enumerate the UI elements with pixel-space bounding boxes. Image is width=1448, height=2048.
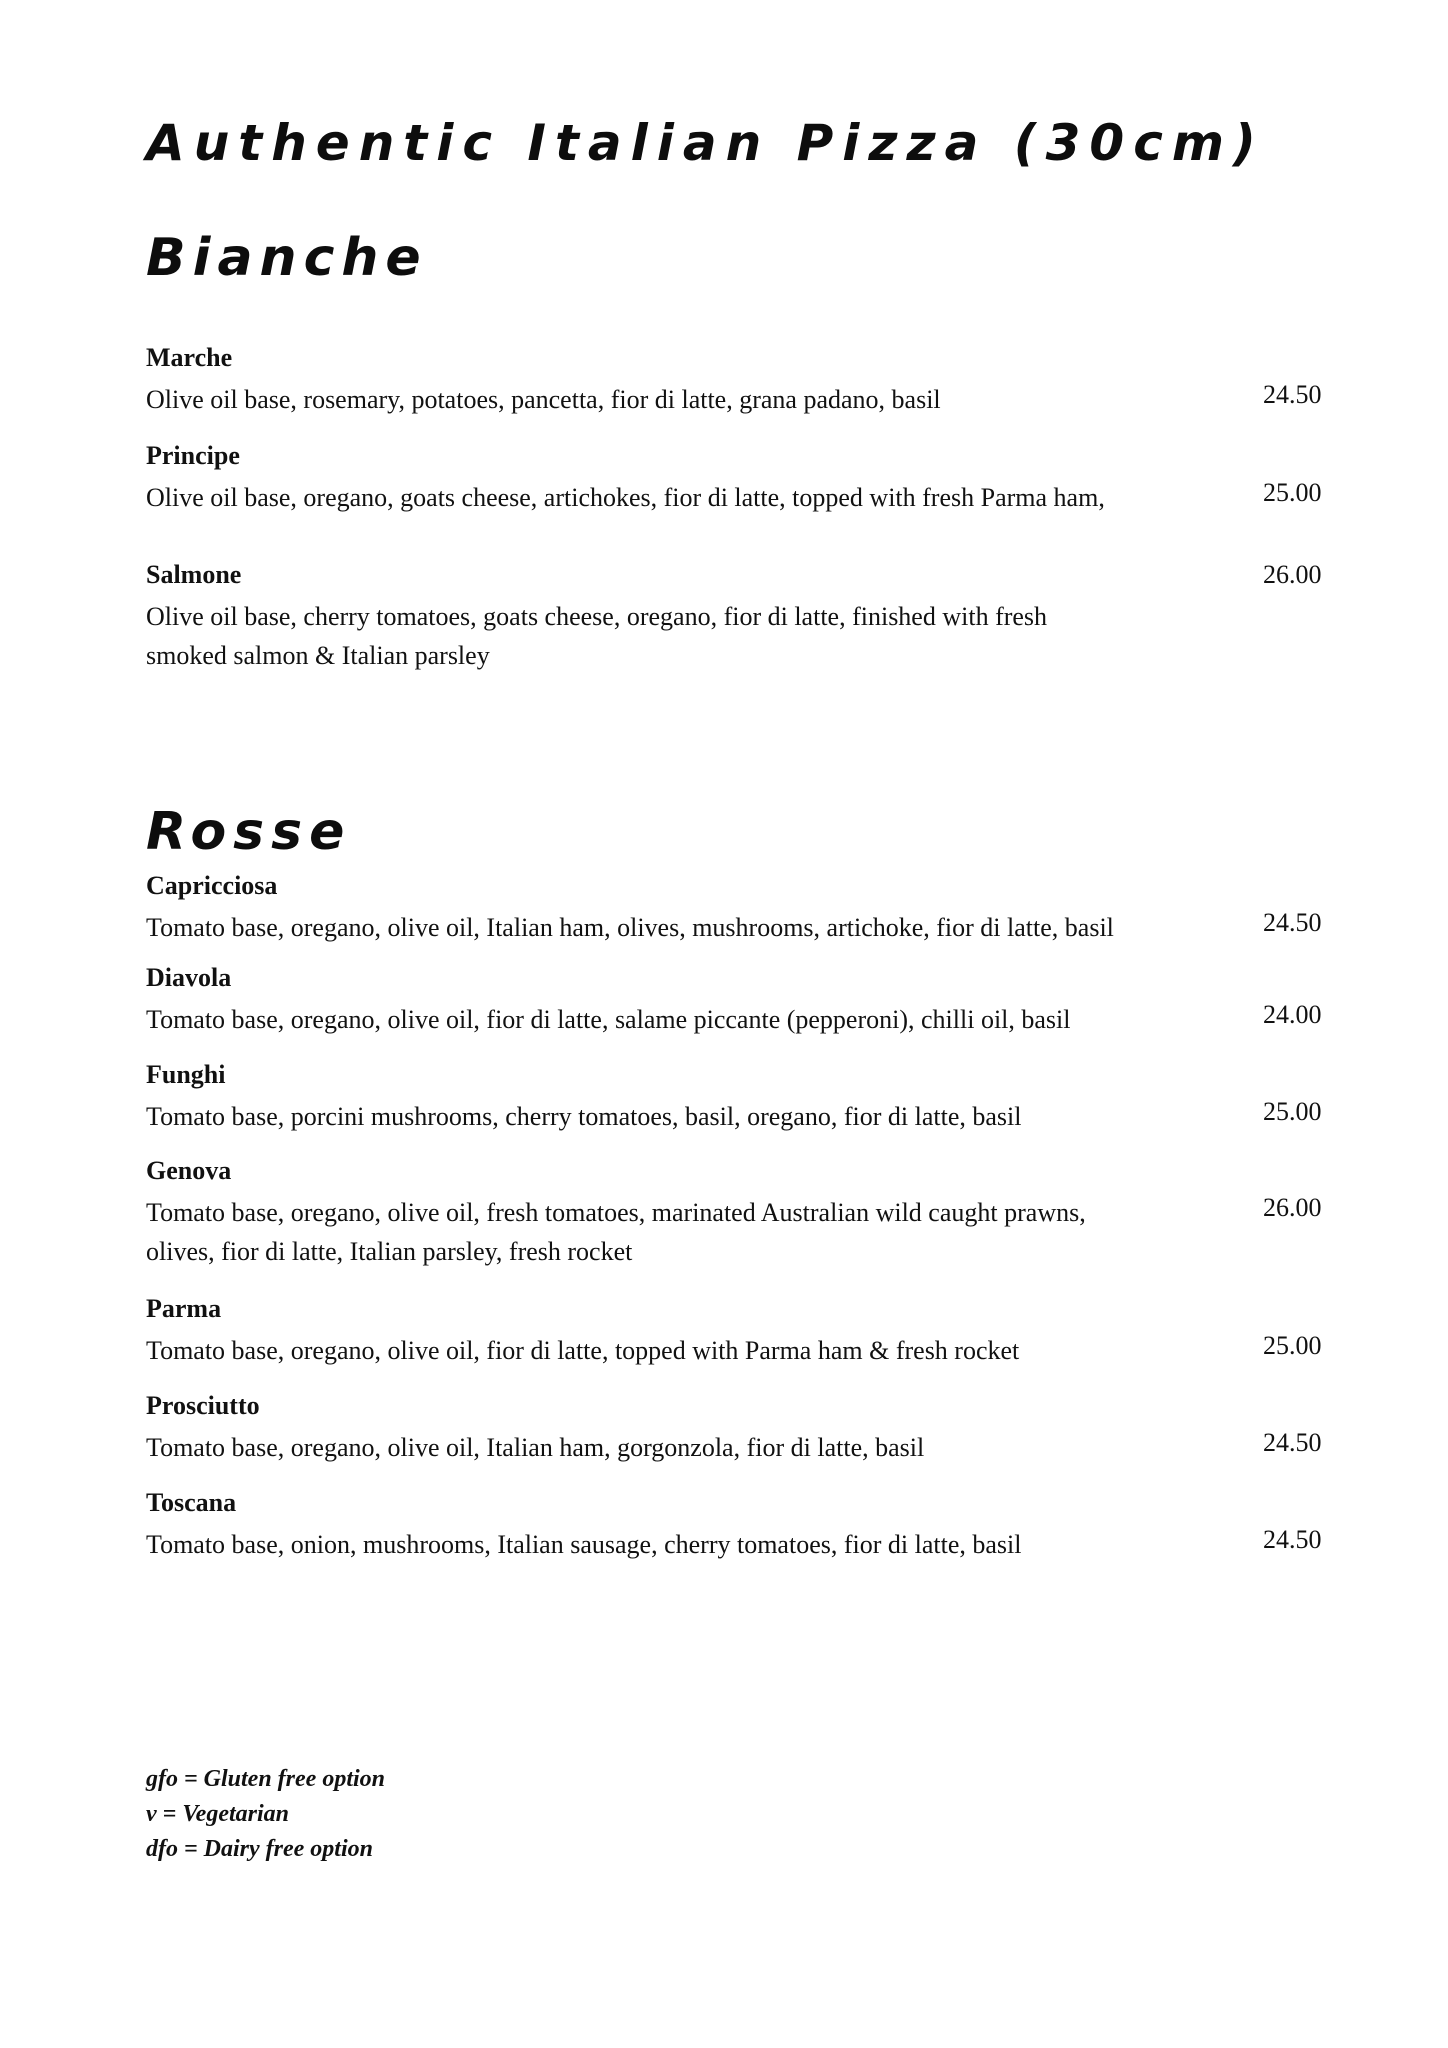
- item-price: 26.00: [1263, 560, 1322, 589]
- item-description: Tomato base, onion, mushrooms, Italian sausage, cherry tomatoes, fior di latte, basil: [146, 1530, 1022, 1559]
- item-name: Principe: [146, 441, 240, 470]
- item-name: Salmone: [146, 560, 242, 589]
- item-price: 24.50: [1263, 1428, 1322, 1457]
- item-description: Tomato base, oregano, olive oil, fresh tomatoes, marinated Australian wild caught prawns, olives, fior di latte, Italian parsley, fresh rocket: [146, 1198, 1086, 1266]
- item-price: 24.50: [1263, 1525, 1322, 1554]
- item-price: 25.00: [1263, 1097, 1322, 1126]
- item-price: 24.50: [1263, 908, 1322, 937]
- item-description: Tomato base, porcini mushrooms, cherry tomatoes, basil, oregano, fior di latte, basil: [146, 1102, 1022, 1131]
- item-name: Prosciutto: [146, 1391, 260, 1420]
- item-name: Funghi: [146, 1060, 226, 1089]
- item-name: Marche: [146, 343, 233, 372]
- section-title-bianche: Bianche: [146, 228, 428, 288]
- section-title-rosse: Rosse: [146, 802, 352, 862]
- item-description: Olive oil base, oregano, goats cheese, artichokes, fior di latte, topped with fresh Parma ham,: [146, 483, 1105, 512]
- item-name: Parma: [146, 1294, 222, 1323]
- item-price: 25.00: [1263, 478, 1322, 507]
- legend-dairy-free: dfo = Dairy free option: [146, 1836, 373, 1862]
- item-price: 25.00: [1263, 1331, 1322, 1360]
- item-price: 24.00: [1263, 1000, 1322, 1029]
- item-description: Olive oil base, cherry tomatoes, goats cheese, oregano, fior di latte, finished with fresh smoked salmon & Italian parsley: [146, 602, 1048, 670]
- legend-gluten-free: gfo = Gluten free option: [146, 1766, 386, 1792]
- item-description: Tomato base, oregano, olive oil, Italian ham, gorgonzola, fior di latte, basil: [146, 1433, 925, 1462]
- item-description: Tomato base, oregano, olive oil, fior di latte, salame piccante (pepperoni), chilli oil, basil: [146, 1005, 1071, 1034]
- dietary-legend: [146, 1762, 385, 1867]
- item-name: Diavola: [146, 963, 232, 992]
- item-price: 26.00: [1263, 1193, 1322, 1222]
- item-description: Olive oil base, rosemary, potatoes, pancetta, fior di latte, grana padano, basil: [146, 385, 941, 414]
- legend-vegetarian: v = Vegetarian: [146, 1801, 290, 1827]
- item-name: Toscana: [146, 1488, 237, 1517]
- item-price: 24.50: [1263, 380, 1322, 409]
- item-name: Genova: [146, 1156, 232, 1185]
- item-description: Tomato base, oregano, olive oil, Italian ham, olives, mushrooms, artichoke, fior di latte, basil: [146, 913, 1114, 942]
- item-name: Capricciosa: [146, 871, 278, 900]
- page-title: Authentic Italian Pizza (30cm): [146, 114, 1265, 172]
- item-description: Tomato base, oregano, olive oil, fior di latte, topped with Parma ham & fresh rocket: [146, 1336, 1020, 1365]
